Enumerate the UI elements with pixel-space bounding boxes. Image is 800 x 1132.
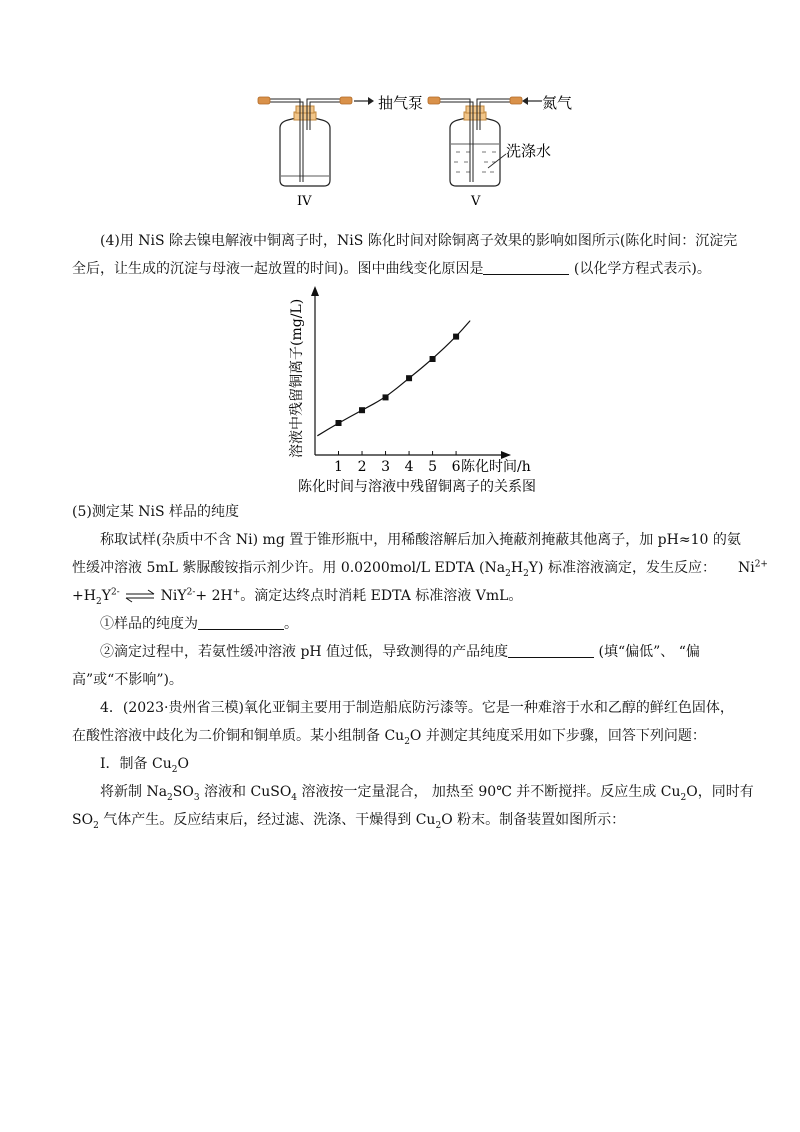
q5-l3-sup: 2- xyxy=(110,587,120,598)
q6-l4a: 将新制 Na xyxy=(100,784,168,800)
x-axis-arrow xyxy=(501,451,511,459)
q6-l4e: O，同时有 xyxy=(686,784,754,800)
answer-blank-purity[interactable] xyxy=(198,615,284,630)
q6-l4b: SO xyxy=(172,784,194,800)
q4-line-2 xyxy=(72,255,740,283)
data-point xyxy=(359,407,365,413)
q4-line-1: (4)用 NiS 除去镍电解液中铜离子时，NiS 陈化时间对除铜离子效果的影响如图所示(陈化时间：沉淀完 xyxy=(100,233,738,249)
q5-l2d: Ni xyxy=(737,560,755,576)
q5-l2c: Y) 标准溶液滴定，发生反应： xyxy=(528,560,716,576)
q5-l3-sup3: + xyxy=(232,587,241,598)
q6-l4c: 溶液和 CuSO xyxy=(199,784,292,800)
series-line xyxy=(317,321,470,436)
q6-l5-sub: 2 xyxy=(93,820,99,831)
q6-l5a: SO xyxy=(72,812,94,828)
q6-l2b: O 并测定其纯度采用如下步骤，回答下列问题： xyxy=(409,728,706,744)
q6-l3-sub: 2 xyxy=(171,764,178,775)
chart-ylabel: 溶液中残留铜离子(mg/L) xyxy=(289,298,305,458)
q5-l3-sub: 2 xyxy=(95,596,102,607)
q5-l3e: 。滴定达终点时消耗 EDTA 标准溶液 VmL。 xyxy=(240,588,523,604)
q6-line-3 xyxy=(72,750,740,778)
q6-line-2 xyxy=(72,722,740,750)
data-point xyxy=(406,375,412,381)
q5-line-3 xyxy=(72,582,740,610)
bottle-v-roman: V xyxy=(471,194,481,209)
q6-l3a: I．制备 Cu xyxy=(100,756,172,772)
q6-l3b: O xyxy=(177,756,189,772)
q6-l4-sub4: 2 xyxy=(680,792,687,803)
q5-l3a: +H xyxy=(72,588,96,604)
bottle-iv xyxy=(258,97,374,186)
bottle-iv-roman: IV xyxy=(297,194,312,209)
apparatus-figure xyxy=(250,90,590,210)
q5-s2a: ②滴定过程中，若氨性缓冲溶液 pH 值过低，导致测得的产品纯度 xyxy=(100,644,509,660)
q5-l2-sub: 2 xyxy=(505,568,511,579)
q5-l2-sup: 2+ xyxy=(754,559,768,570)
equilibrium-arrow-icon xyxy=(124,589,156,603)
q5-l2b: H xyxy=(510,560,524,576)
q5-sub-2-cont: 高”或“不影响”)。 xyxy=(72,672,183,688)
q6-l5b: 气体产生。反应结束后，经过滤、洗涤、干燥得到 Cu xyxy=(98,812,436,828)
q5-s1a: ①样品的纯度为 xyxy=(100,616,198,632)
q6-l2a: 在酸性溶液中歧化为二价铜和铜单质。某小组制备 Cu xyxy=(72,728,405,744)
q6-l4-sub: 2 xyxy=(167,792,173,803)
x-tick-label: 2 xyxy=(357,459,367,475)
q6-l5c: O 粉末。制备装置如图所示： xyxy=(441,812,626,828)
data-point xyxy=(453,334,459,340)
answer-blank-q4[interactable] xyxy=(483,260,569,275)
q6-l5-sub2: 2 xyxy=(435,820,442,831)
q5-block xyxy=(72,498,768,834)
q6-line-5 xyxy=(72,806,740,834)
q6-l4-sub3: 4 xyxy=(291,792,298,803)
q5-sub-1 xyxy=(72,610,740,638)
q6-line-1: 4．(2023·贵州省三模)氧化亚铜主要用于制造船底防污漆等。它是一种难溶于水和乙醇的鲜红色固体， xyxy=(100,700,734,716)
x-tick-label: 5 xyxy=(428,459,438,475)
q5-line-1: 称取试样(杂质中不含 Ni) mg 置于锥形瓶中，用稀酸溶解后加入掩蔽剂掩蔽其他离子，加 pH≈10 的氨 xyxy=(100,532,741,548)
chart-xlabel: 陈化时间/h xyxy=(461,459,531,475)
data-point xyxy=(383,394,389,400)
q5-l3-sup2: 2- xyxy=(186,587,196,598)
q6-l2-sub: 2 xyxy=(404,736,410,747)
bottle-v-liquid-label: 洗涤水 xyxy=(506,142,552,160)
q5-l2-text: 性缓冲溶液 5mL 紫脲酸铵指示剂少许。用 0.0200mol/L EDTA (Na xyxy=(72,560,506,576)
q4-block xyxy=(72,227,740,283)
answer-blank-deviation[interactable] xyxy=(508,643,594,658)
x-tick-label: 1 xyxy=(334,459,343,475)
q4-line-2b: (以化学方程式表示)。 xyxy=(569,261,711,277)
data-point xyxy=(430,356,436,362)
q5-s1b: 。 xyxy=(284,616,298,632)
q5-l3b: Y xyxy=(101,588,111,604)
x-tick-label: 6 xyxy=(451,459,461,475)
q5-s2b: (填“偏低”、 “偏 xyxy=(594,644,700,660)
chart-title: 陈化时间与溶液中残留铜离子的关系图 xyxy=(298,479,536,495)
q6-l4-sub2: 3 xyxy=(193,792,200,803)
q5-l3c: NiY xyxy=(160,588,187,604)
q5-title: (5)测定某 NiS 样品的纯度 xyxy=(72,504,240,520)
data-point xyxy=(336,420,342,426)
bottle-v-outlet-label: 氮气 xyxy=(542,94,573,112)
q5-l2-sub2: 2 xyxy=(523,568,529,579)
y-axis-arrow xyxy=(311,286,319,296)
q5-line-2 xyxy=(72,554,768,582)
x-tick-label: 3 xyxy=(381,459,391,475)
x-tick-label: 4 xyxy=(404,459,414,475)
q5-l3d: + 2H xyxy=(195,588,233,604)
bottle-iv-outlet-label: 抽气泵 xyxy=(378,94,424,112)
q5-sub-2 xyxy=(72,638,740,666)
q6-line-4 xyxy=(72,778,754,806)
q6-l4d: 溶液按一定量混合， 加热至 90℃ 并不断搅拌。反应生成 Cu xyxy=(297,784,681,800)
aging-time-chart xyxy=(275,280,565,495)
q4-line-2a: 全后，让生成的沉淀与母液一起放置的时间)。图中曲线变化原因是 xyxy=(72,261,484,277)
